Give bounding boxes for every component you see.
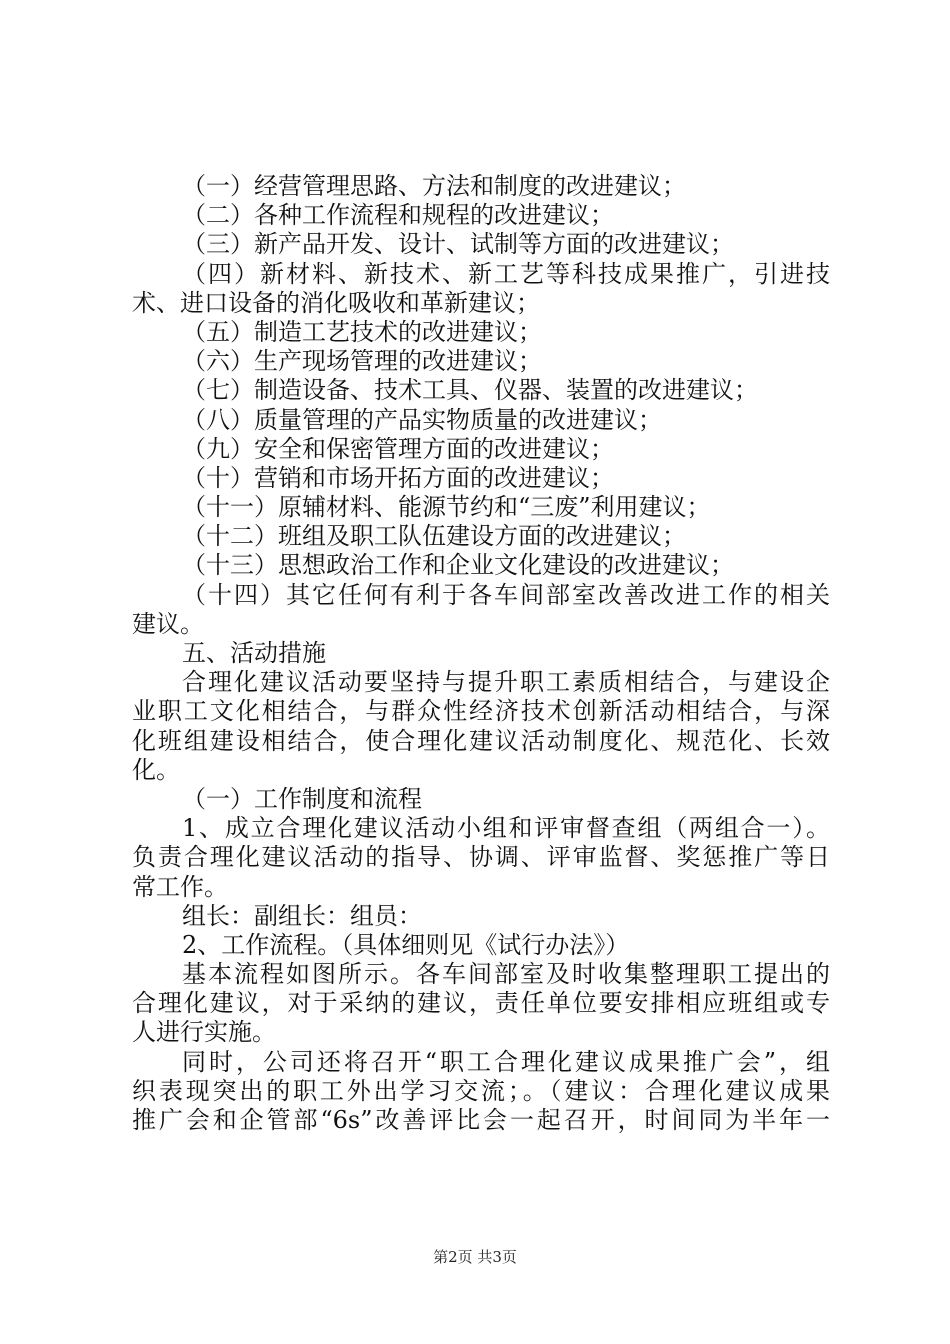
text-line: 基本流程如图所示。各车间部室及时收集整理职工提出的 <box>182 960 830 989</box>
text-line: 人进行实施。 <box>132 1018 276 1047</box>
document-body <box>132 172 830 1135</box>
page-number-footer: 第2页 共3页 <box>433 1248 517 1266</box>
text-line: （十三）思想政治工作和企业文化建设的改进建议； <box>182 551 734 580</box>
text-line: 合理化建议活动要坚持与提升职工素质相结合，与建设企 <box>182 668 830 697</box>
section-heading: 五、活动措施 <box>182 639 326 667</box>
text-line: 术、进口设备的消化吸收和革新建议； <box>132 288 540 317</box>
text-line: 化班组建设相结合，使合理化建议活动制度化、规范化、长效 <box>132 726 830 755</box>
text-line: （七）制造设备、技术工具、仪器、装置的改进建议； <box>182 376 758 405</box>
text-line: 组长：副组长：组员： <box>182 901 422 930</box>
text-line: （五）制造工艺技术的改进建议； <box>182 317 542 346</box>
text-line: （九）安全和保密管理方面的改进建议； <box>182 434 614 463</box>
text-line: （三）新产品开发、设计、试制等方面的改进建议； <box>182 230 734 259</box>
text-line: 1、成立合理化建议活动小组和评审督查组（两组合一）。 <box>182 814 830 843</box>
text-line: （六）生产现场管理的改进建议； <box>182 347 542 376</box>
subsection-heading: （一）工作制度和流程 <box>182 784 422 813</box>
text-line: （十四）其它任何有利于各车间部室改善改进工作的相关 <box>182 580 830 609</box>
text-line: （二）各种工作流程和规程的改进建议； <box>182 201 614 230</box>
text-line: 推广会和企管部“6s”改善评比会一起召开，时间同为半年一 <box>132 1106 830 1134</box>
text-line: 同时，公司还将召开“职工合理化建议成果推广会”，组 <box>182 1047 830 1076</box>
text-line: 合理化建议，对于采纳的建议，责任单位要安排相应班组或专 <box>132 989 830 1018</box>
text-line: 业职工文化相结合，与群众性经济技术创新活动相结合，与深 <box>132 697 830 726</box>
text-line: 织表现突出的职工外出学习交流；。（建议：合理化建议成果 <box>132 1076 830 1105</box>
text-line: （四）新材料、新技术、新工艺等科技成果推广，引进技 <box>182 259 830 288</box>
text-line: 常工作。 <box>132 872 228 901</box>
text-line: 化。 <box>132 755 180 784</box>
text-line: 建议。 <box>132 609 204 638</box>
text-line: （一）经营管理思路、方法和制度的改进建议； <box>182 172 686 200</box>
text-line: （十二）班组及职工队伍建设方面的改进建议； <box>182 522 686 551</box>
text-line: （八）质量管理的产品实物质量的改进建议； <box>182 405 662 434</box>
text-line: （十）营销和市场开拓方面的改进建议； <box>182 463 614 492</box>
text-line: （十一）原辅材料、能源节约和“三废”利用建议； <box>182 493 711 522</box>
text-line: 2、工作流程。（具体细则见《试行办法》） <box>182 930 630 959</box>
text-line: 负责合理化建议活动的指导、协调、评审监督、奖惩推广等日 <box>132 843 830 872</box>
